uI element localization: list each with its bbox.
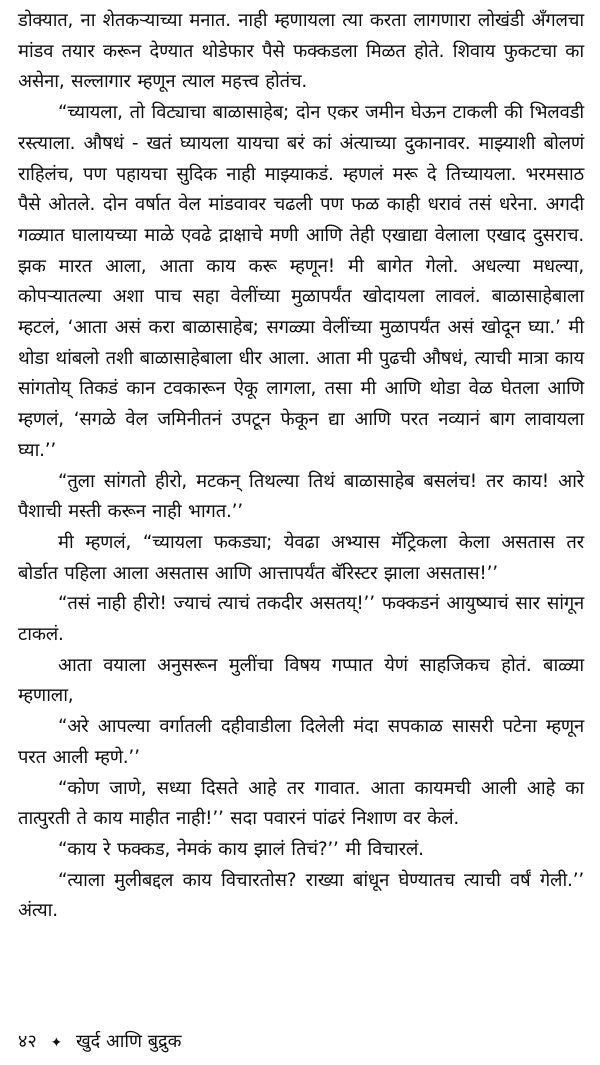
paragraph: “कोण जाणे, सध्या दिसते आहे तर गावात. आता कायमची आली आहे का तात्पुरती ते काय माहीत नाही!’’ सदा पवारनं पांढरं निशाण वर केलं. bbox=[18, 777, 584, 830]
paragraph: डोक्यात, ना शेतकऱ्याच्या मनात. नाही म्हणायला त्या करता लागणारा लोखंडी अँगलचा मांडव तयार करून देण्यात थोडेफार पैसे फक्कडला मिळत होते. शिवाय फुकटचा का असेना, सल्लागार म्हणून त्याल महत्त्व होतंच. bbox=[18, 10, 584, 93]
paragraph: “त्याला मुलीबद्दल काय विचारतोस? राख्या बांधून घेण्यातच त्याची वर्षं गेली.’’ अंत्या. bbox=[18, 869, 584, 922]
page-number: ४२ bbox=[18, 1031, 37, 1052]
ornament-icon: ✦ bbox=[50, 1035, 63, 1051]
paragraph: मी म्हणलं, “च्यायला फकड्या; येवढा अभ्यास मॅट्रिकला केला असतास तर बोर्डात पहिला आला असतास आणि आत्तापर्यंत बॅरिस्टर झाला असतास!’’ bbox=[18, 531, 584, 584]
paragraph: “काय रे फक्कड, नेमकं काय झालं तिचं?’’ मी विचारलं. bbox=[58, 838, 424, 860]
paragraph: आता वयाला अनुसरून मुलींचा विषय गप्पात येणं साहजिकच होतं. बाळ्या म्हणाला, bbox=[18, 654, 584, 707]
page-footer bbox=[18, 1030, 181, 1055]
book-title: खुर्द आणि बुद्रुक bbox=[75, 1031, 182, 1052]
paragraph: “तुला सांगतो हीरो, मटकन् तिथल्या तिथं बाळासाहेब बसलंच! तर काय! आरे पैशाची मस्ती करून नाही भागत.’’ bbox=[18, 470, 584, 523]
paragraph: “तसं नाही हीरो! ज्याचं त्याचं तकदीर असतय्!’’ फक्कडनं आयुष्याचं सार सांगून टाकलं. bbox=[18, 593, 584, 646]
paragraph: “अरे आपल्या वर्गातली दहीवाडीला दिलेली मंदा सपकाळ सासरी पटेना म्हणून परत आली म्हणे.’’ bbox=[18, 716, 584, 768]
paragraph: “च्यायला, तो विट्याचा बाळासाहेब; दोन एकर जमीन घेऊन टाकली की भिलवडी रस्त्याला. औषधं - खतं घ्यायला यायचा बरं कां अंत्याच्या दुकानावर. माझ्याशी बोलणं राहिलंच, पण पहायचा सुदिक नाही माझ्याकडं. म्हणलं मरू दे तिच्यायला. भरमसाठ पैसे ओतले. दोन वर्षात वेल मांडवावर चढली पण फळ काही धरावं तसं धरेना. अगदी गळ्यात घालायच्या माळे एवढे द्राक्षाचे मणी आणि तेही एखाद्या वेलाला एखाद दुसराच. झक मारत आला, आता काय करू म्हणून! मी बागेत गेलो. अधल्या मधल्या, कोपऱ्यातल्या अशा पाच सहा वेलींच्या मुळापर्यंत खोदायला लावलं. बाळासाहेबाला म्हटलं, ‘आता असं करा बाळासाहेब; सगळ्या वेलींच्या मुळापर्यंत असं खोदून घ्या.’ मी थोडा थांबलो तशी बाळासाहेबाला धीर आला. आता मी पुढची औषधं, त्याची मात्रा काय सांगतोय् तिकडं कान टवकारून ऐकू लागला, तसा मी आणि थोडा वेळ घेतला आणि म्हणलं, ‘सगळे वेल जमिनीतनं उपटून फेकून द्या आणि परत नव्यानं बाग लावायला घ्या.’’ bbox=[18, 102, 584, 461]
page-body bbox=[18, 6, 584, 927]
